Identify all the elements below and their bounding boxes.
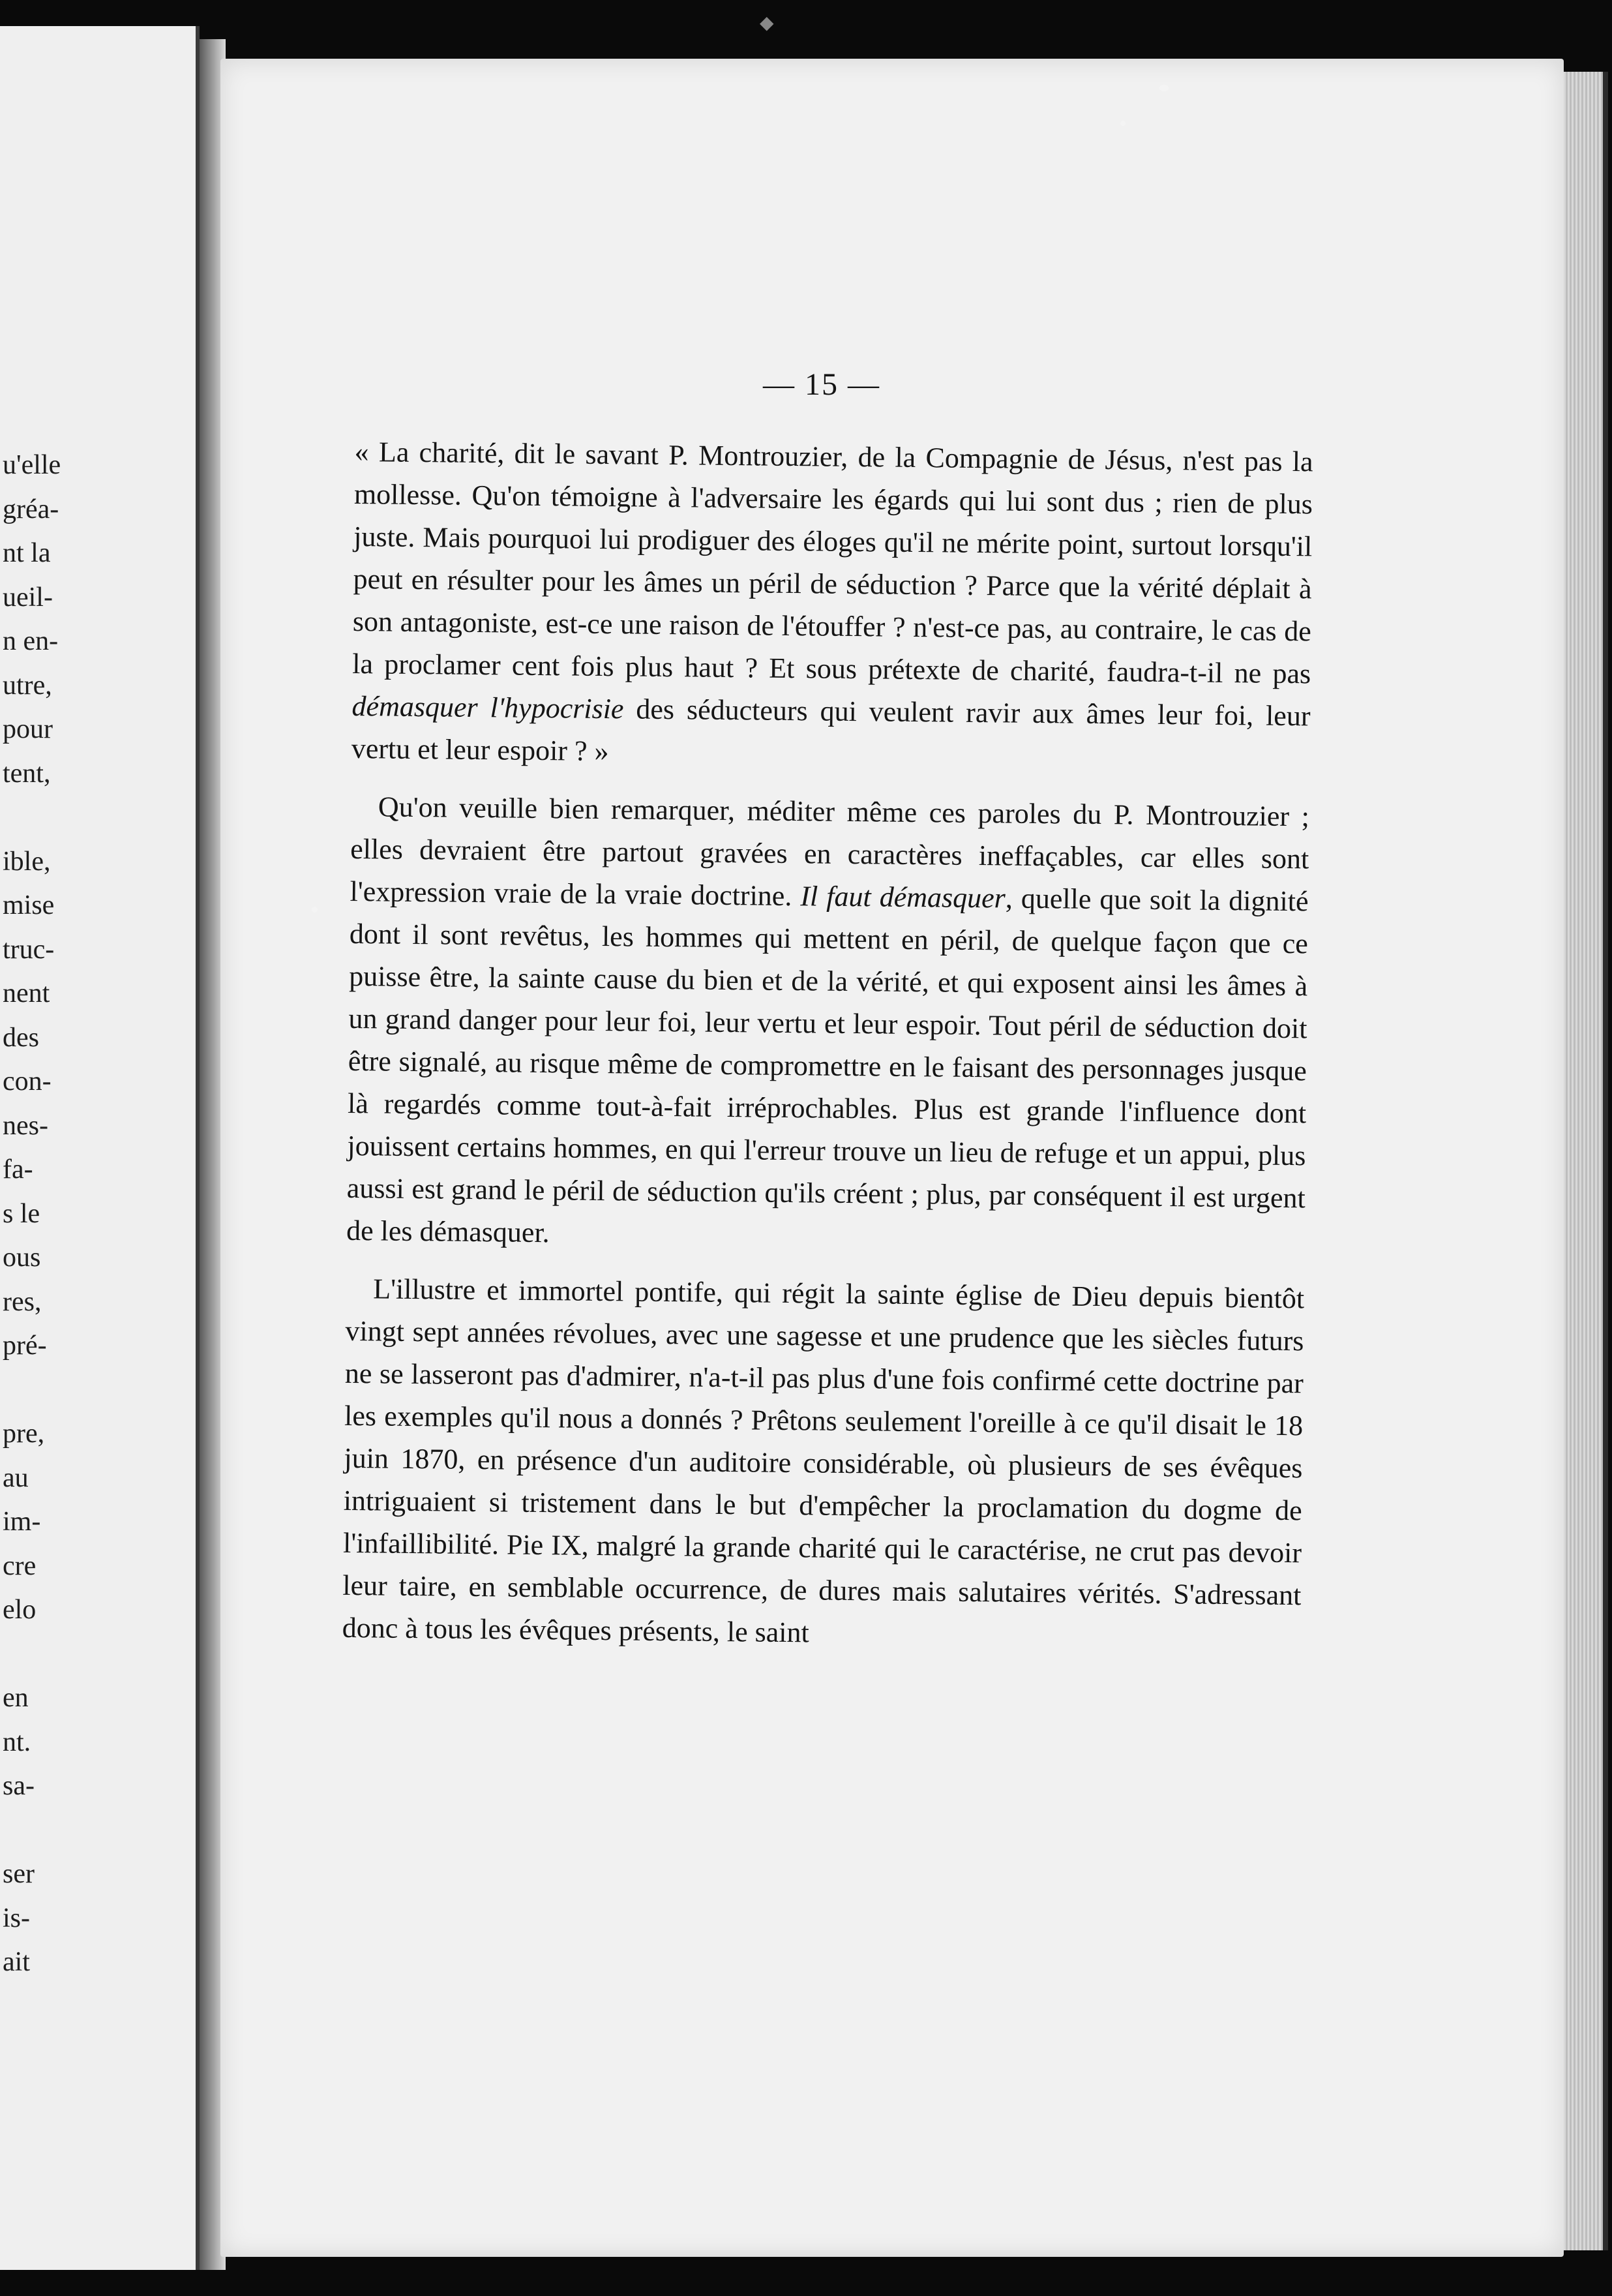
left-fragment: nes- <box>3 1110 48 1141</box>
left-fragment <box>3 1633 61 1677</box>
paragraph-1-text: « La charité, dit le savant P. Montrouzier, de la Compagnie de Jésus, n'est pas la mollesse. Qu'on témoigne à l'adversaire les égards qui lui sont dus ; rien de plus juste. Mais pourquoi lui prodiguer des éloges qu'il ne mérite point, surtout lorsqu'il peut en résulter pour les âmes un péril de séduction ? Parce que la vérité déplait à son antagoniste, est-ce une raison de l'étouffer ? n'est-ce pas, au contraire, le cas de la proclamer cent fois plus haut ? Et sous prétexte de charité, faudra-t-il ne pas <box>351 435 1313 690</box>
left-fragment: pré- <box>3 1331 47 1361</box>
left-fragment: sa- <box>3 1771 35 1801</box>
left-fragment: utre, <box>3 670 52 701</box>
left-fragment: con- <box>3 1066 52 1096</box>
scan-artifact-mark: ◆ <box>760 12 774 33</box>
left-fragment: pre, <box>3 1419 45 1449</box>
dust-speck <box>1159 85 1169 91</box>
left-fragment: ser <box>3 1859 35 1889</box>
left-page-text-fragments <box>3 444 61 1985</box>
left-fragment: pour <box>3 714 53 744</box>
left-fragment: fa- <box>3 1155 33 1185</box>
left-page <box>0 26 200 2270</box>
left-fragment <box>3 796 61 840</box>
left-fragment: nent <box>3 978 50 1008</box>
left-fragment: ible, <box>3 846 51 877</box>
left-fragment: ait <box>3 1947 30 1977</box>
body-text <box>342 430 1313 1674</box>
dust-speck <box>1120 121 1126 126</box>
paragraph-1-end: des séducteurs qui veulent ravir aux âmes leur foi, leur vertu et leur espoir ? » <box>351 693 1311 768</box>
left-fragment: ous <box>3 1243 41 1273</box>
left-fragment: elo <box>3 1595 37 1625</box>
left-fragment: ueil- <box>3 582 53 612</box>
left-fragment: nt. <box>3 1727 31 1757</box>
paragraph-2-end: , quelle que soit la dignité dont il sont revêtus, les hommes qui mettent en péril, de quelque façon que ce puisse être, la sainte cause du bien et de la vérité, et qui exposent ainsi les âmes à un grand danger pour leur foi, leur vertu et leur espoir. Tout péril de séduction doit être signalé, au risque même de compromettre en le faisant des personnages jusque là regardés comme tout-à-fait irréprochables. Plus est grande l'influence dont jouissent certains hommes, en qui l'erreur trouve un lieu de refuge et un appui, plus aussi est grand le péril de séduction qu'ils créent ; plus, par conséquent il est urgent de les démasquer. <box>346 882 1309 1249</box>
page-number: — 15 — <box>763 367 880 402</box>
left-fragment: en <box>3 1683 29 1713</box>
left-fragment: im- <box>3 1507 41 1537</box>
left-fragment: mise <box>3 890 55 920</box>
left-fragment: au <box>3 1462 29 1493</box>
paragraph-2-start: Qu'on veuille bien remarquer, méditer même ces paroles du P. Montrouzier ; elles devraient être partout gravées en caractères ineffaçables, car elles sont l'expression vraie de la vraie doctrine. <box>350 791 1310 913</box>
left-fragment: is- <box>3 1903 30 1933</box>
left-fragment: cre <box>3 1550 37 1581</box>
dust-speck <box>312 907 318 913</box>
left-fragment: nt la <box>3 538 51 568</box>
paragraph-1-italic: démasquer l'hypocrisie <box>351 689 624 725</box>
left-fragment: n en- <box>3 626 59 656</box>
paragraph-1 <box>351 430 1313 779</box>
page-stack-edge <box>1564 72 1608 2250</box>
left-fragment <box>3 1368 61 1413</box>
left-fragment: s le <box>3 1198 40 1229</box>
left-fragment: u'elle <box>3 450 61 480</box>
left-fragment: gréa- <box>3 494 59 524</box>
left-fragment: res, <box>3 1286 42 1317</box>
left-fragment <box>3 1809 61 1853</box>
left-fragment: truc- <box>3 934 55 965</box>
left-fragment: tent, <box>3 758 51 789</box>
paragraph-2-italic: Il faut démasquer <box>800 880 1006 914</box>
paragraph-2 <box>346 785 1309 1261</box>
paragraph-3: L'illustre et immortel pontife, qui régit la sainte église de Dieu depuis bientôt vingt sept années révolues, avec une sagesse et une prudence que les siècles futurs ne se lasseront pas d'admirer, n'a-t-il pas plus d'une fois confirmé cette doctrine par les exemples qu'il nous a donnés ? Prêtons seulement l'oreille à ce qu'il disait le 18 juin 1870, en présence d'un auditoire considérable, où plusieurs de ses évêques intriguaient si tristement dans le but d'empêcher la proclamation du dogme de l'infaillibilité. Pie IX, malgré la grande charité qui le caractérise, ne crut pas devoir leur taire, en semblable occurrence, de dures mais salutaires vérités. S'adressant donc à tous les évêques présents, le saint <box>342 1273 1305 1649</box>
left-fragment: des <box>3 1022 39 1053</box>
